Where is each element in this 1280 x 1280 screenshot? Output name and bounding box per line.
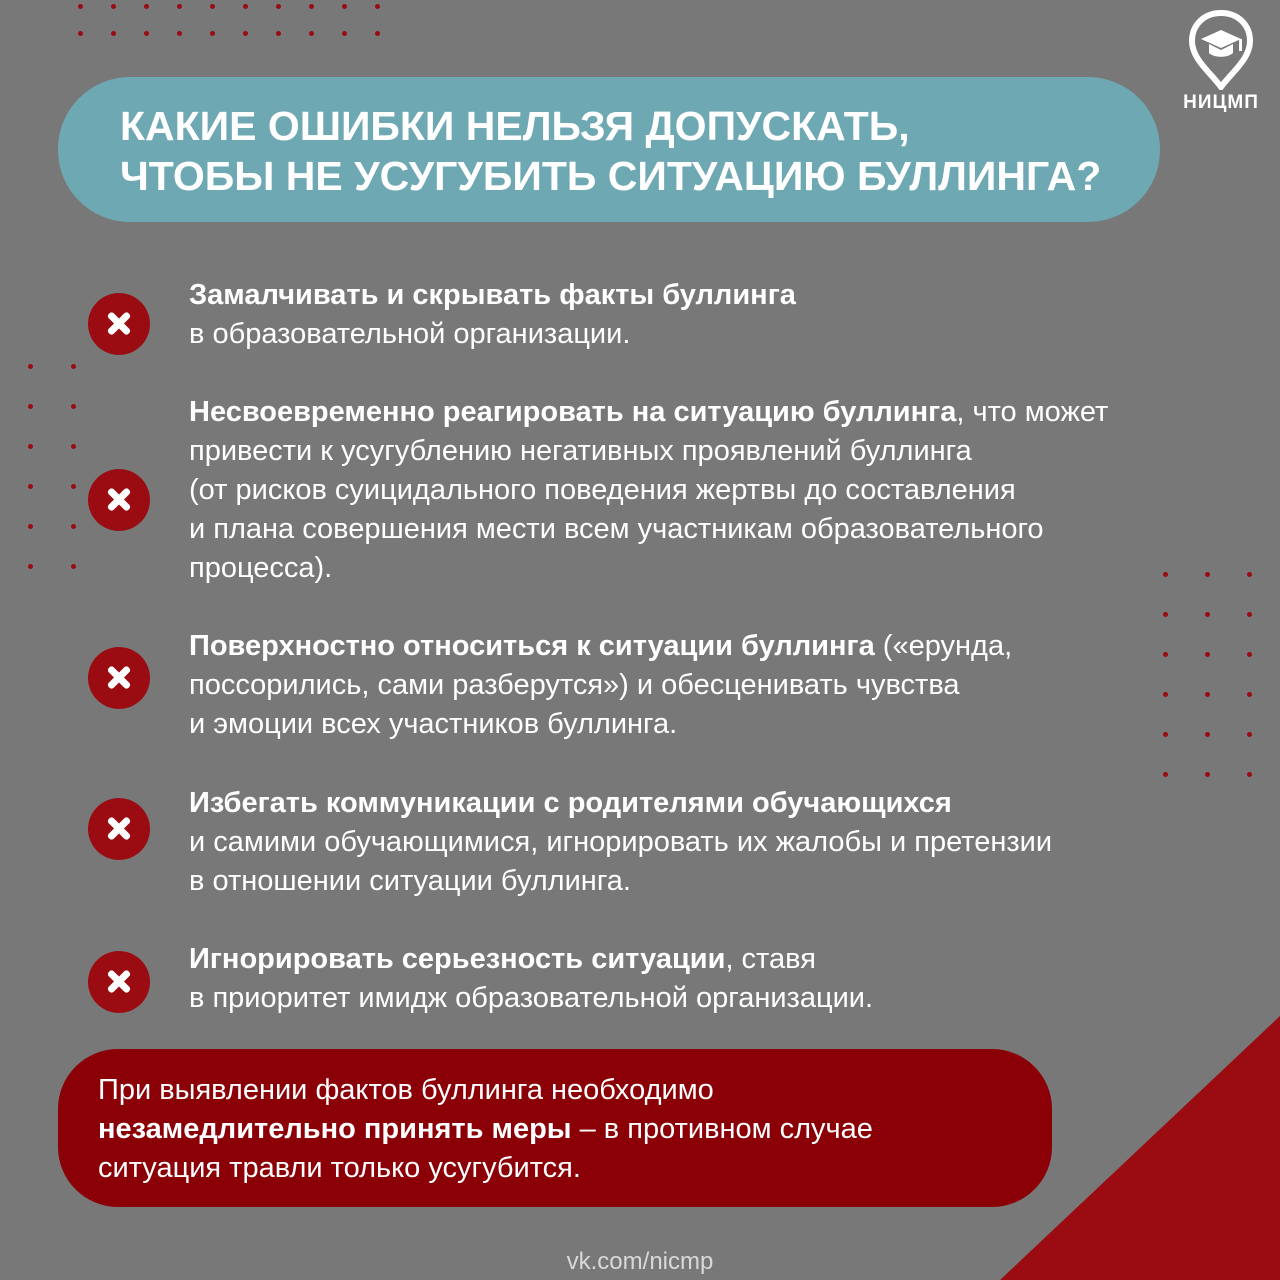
footer-line-rest: – в противном случае [571, 1113, 873, 1145]
decorative-dot [28, 364, 33, 369]
decorative-dot [71, 444, 76, 449]
decorative-dot [276, 31, 281, 36]
item-line: (от рисков суицидального поведения жертвы до составления [189, 474, 1016, 506]
decorative-dot [71, 564, 76, 569]
item-bold-text: Избегать коммуникации с родителями обучающихся [189, 787, 952, 819]
footer-line: При выявлении фактов буллинга необходимо [98, 1074, 714, 1106]
decorative-dot [276, 4, 281, 9]
decorative-dot [78, 31, 83, 36]
decorative-dots-right [1163, 572, 1252, 777]
decorative-dot [243, 31, 248, 36]
item-line: и эмоции всех участников буллинга. [189, 708, 678, 740]
footer-text [98, 1071, 873, 1188]
decorative-dots-left [28, 364, 76, 569]
header-banner [58, 77, 1160, 222]
page-title [120, 101, 1101, 201]
item-line-rest: («ерунда, [874, 630, 1013, 662]
decorative-dot [1247, 572, 1252, 577]
decorative-dot [1163, 572, 1168, 577]
item-line: поссорились, сами разберутся») и обесценивать чувства [189, 669, 960, 701]
item-line-rest: , ставя [725, 943, 816, 975]
decorative-dot [1247, 732, 1252, 737]
item-line: в отношении ситуации буллинга. [189, 865, 631, 897]
footer-bold-text: незамедлительно принять меры [98, 1113, 572, 1145]
decorative-dot [1205, 732, 1210, 737]
cross-icon [88, 647, 150, 709]
footer-line: ситуация травли только усугубится. [98, 1152, 581, 1184]
decorative-dot [71, 484, 76, 489]
decorative-dot [210, 31, 215, 36]
decorative-dot [1247, 652, 1252, 657]
item-line: процесса). [189, 552, 333, 584]
decorative-dot [342, 4, 347, 9]
title-line-1: КАКИЕ ОШИБКИ НЕЛЬЗЯ ДОПУСКАТЬ, [120, 103, 910, 149]
decorative-dot [1205, 692, 1210, 697]
decorative-dot [1247, 772, 1252, 777]
cross-icon [88, 293, 150, 355]
decorative-dot [1163, 612, 1168, 617]
decorative-dot [1205, 652, 1210, 657]
decorative-dot [144, 31, 149, 36]
item-line-rest: , что может [956, 396, 1109, 428]
item-line: в приоритет имидж образовательной организации. [189, 982, 874, 1014]
decorative-dot [342, 31, 347, 36]
decorative-dot [375, 4, 380, 9]
title-line-2: ЧТОБЫ НЕ УСУГУБИТЬ СИТУАЦИЮ БУЛЛИНГА? [120, 153, 1102, 199]
decorative-dot [1163, 732, 1168, 737]
decorative-dot [78, 4, 83, 9]
decorative-dot [1247, 612, 1252, 617]
brand-logo [1174, 10, 1268, 114]
decorative-dot [1163, 692, 1168, 697]
vk-link[interactable]: vk.com/nicmp [566, 1248, 714, 1275]
item-bold-text: Игнорировать серьезность ситуации [189, 943, 726, 975]
decorative-dot [177, 31, 182, 36]
decorative-dot [309, 4, 314, 9]
decorative-dot [177, 4, 182, 9]
item-text [189, 276, 796, 354]
item-bold-text: Поверхностно относиться к ситуации буллинга [189, 630, 875, 662]
decorative-dot [28, 524, 33, 529]
decorative-dot [71, 404, 76, 409]
decorative-dot [71, 364, 76, 369]
decorative-dot [144, 4, 149, 9]
decorative-dot [71, 524, 76, 529]
decorative-dots-top [78, 4, 380, 36]
item-bold-text: Несвоевременно реагировать на ситуацию буллинга [189, 396, 957, 428]
cross-icon [88, 798, 150, 860]
decorative-dot [243, 4, 248, 9]
cross-icon [88, 469, 150, 531]
item-line: привести к усугублению негативных проявлений буллинга [189, 435, 972, 467]
item-line: и плана совершения мести всем участникам образовательного [189, 513, 1044, 545]
decorative-dot [28, 444, 33, 449]
decorative-dot [1205, 772, 1210, 777]
decorative-dot [1163, 772, 1168, 777]
decorative-dot [28, 564, 33, 569]
decorative-dot [1163, 652, 1168, 657]
logo-text: НИЦМП [1183, 92, 1259, 113]
decorative-dot [1247, 692, 1252, 697]
item-line: и самими обучающимися, игнорировать их жалобы и претензии [189, 826, 1053, 858]
item-text [189, 784, 1052, 901]
decorative-dot [375, 31, 380, 36]
item-bold-text: Замалчивать и скрывать факты буллинга [189, 279, 796, 311]
item-text [189, 627, 1012, 744]
item-text [189, 940, 873, 1018]
decorative-dot [111, 4, 116, 9]
cross-icon [88, 951, 150, 1013]
item-line: в образовательной организации. [189, 318, 631, 350]
item-text [189, 393, 1108, 588]
footer-callout [58, 1049, 1052, 1207]
decorative-dot [28, 484, 33, 489]
decorative-dot [1205, 572, 1210, 577]
graduation-pin-icon [1188, 10, 1254, 90]
decorative-dot [111, 31, 116, 36]
decorative-dot [1205, 612, 1210, 617]
decorative-dot [210, 4, 215, 9]
decorative-dot [28, 404, 33, 409]
decorative-dot [309, 31, 314, 36]
